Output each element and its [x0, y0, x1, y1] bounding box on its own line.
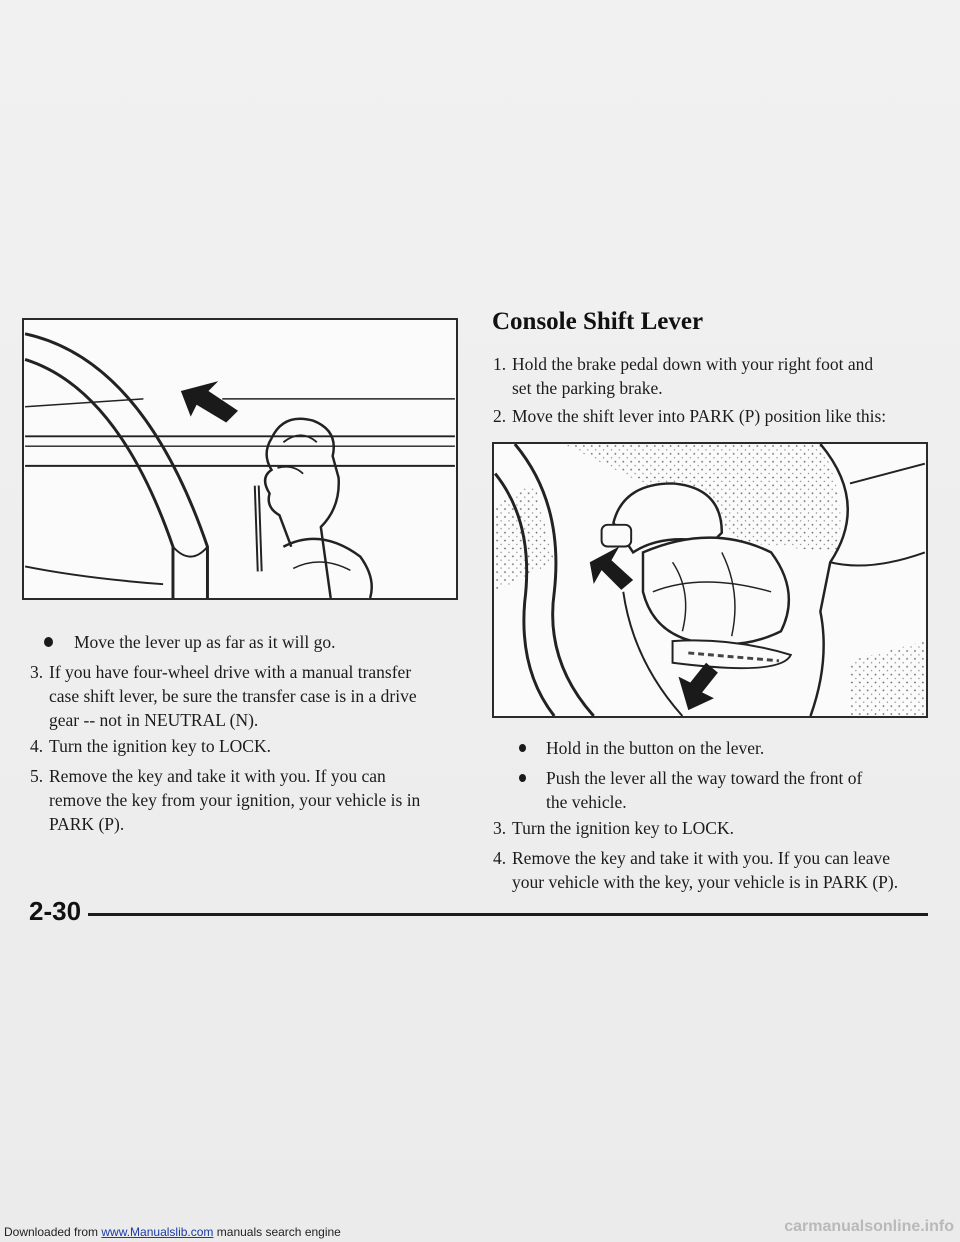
section-heading: Console Shift Lever: [492, 308, 704, 335]
download-footer: [4, 1225, 341, 1239]
button-arrow-icon: [590, 546, 633, 589]
step-line: Hold the brake pedal down with your right foot and: [512, 354, 874, 374]
bullet-line: Push the lever all the way toward the front of: [546, 768, 863, 788]
step-line: Remove the key and take it with you. If you can leave: [512, 848, 891, 868]
step-number: 3.: [493, 818, 507, 838]
step-line: case shift lever, be sure the transfer case is in a drive: [49, 686, 417, 706]
footer-suffix: manuals search engine: [213, 1225, 341, 1239]
step-number: 1.: [493, 354, 507, 374]
step-line: PARK (P).: [49, 814, 125, 834]
bullet-dot: [519, 744, 526, 752]
manualslib-link[interactable]: www.Manualslib.com: [101, 1225, 214, 1239]
bullet-text: Move the lever up as far as it will go.: [74, 632, 336, 652]
step-number: 5.: [30, 766, 44, 786]
push-arrow-icon: [678, 663, 717, 710]
step-line: remove the key from your ignition, your vehicle is in: [49, 790, 421, 810]
step-line: your vehicle with the key, your vehicle is in PARK (P).: [512, 872, 899, 892]
page-number: 2-30: [29, 896, 82, 926]
step-number: 3.: [30, 662, 44, 682]
bullet-dot: [519, 774, 526, 782]
footer-prefix: Downloaded from: [4, 1225, 102, 1239]
step-line: Turn the ignition key to LOCK.: [512, 818, 734, 838]
column-shift-illustration: [22, 318, 458, 600]
step-line: If you have four-wheel drive with a manual transfer: [49, 662, 412, 682]
bullet-dot: [44, 637, 53, 647]
step-number: 2.: [493, 406, 507, 426]
step-line: Move the shift lever into PARK (P) position like this:: [512, 406, 887, 426]
console-shift-illustration: [492, 442, 928, 718]
step-number: 4.: [30, 736, 44, 756]
step-number: 4.: [493, 848, 507, 868]
step-line: Remove the key and take it with you. If you can: [49, 766, 386, 786]
step-line: gear -- not in NEUTRAL (N).: [49, 710, 259, 730]
step-line: Turn the ignition key to LOCK.: [49, 736, 271, 756]
bullet-line: the vehicle.: [546, 792, 627, 812]
up-arrow-icon: [181, 381, 238, 422]
step-line: set the parking brake.: [512, 378, 663, 398]
bullet-line: Hold in the button on the lever.: [546, 738, 765, 758]
footer-rule: [88, 913, 928, 916]
watermark: carmanualsonline.info: [784, 1218, 954, 1235]
